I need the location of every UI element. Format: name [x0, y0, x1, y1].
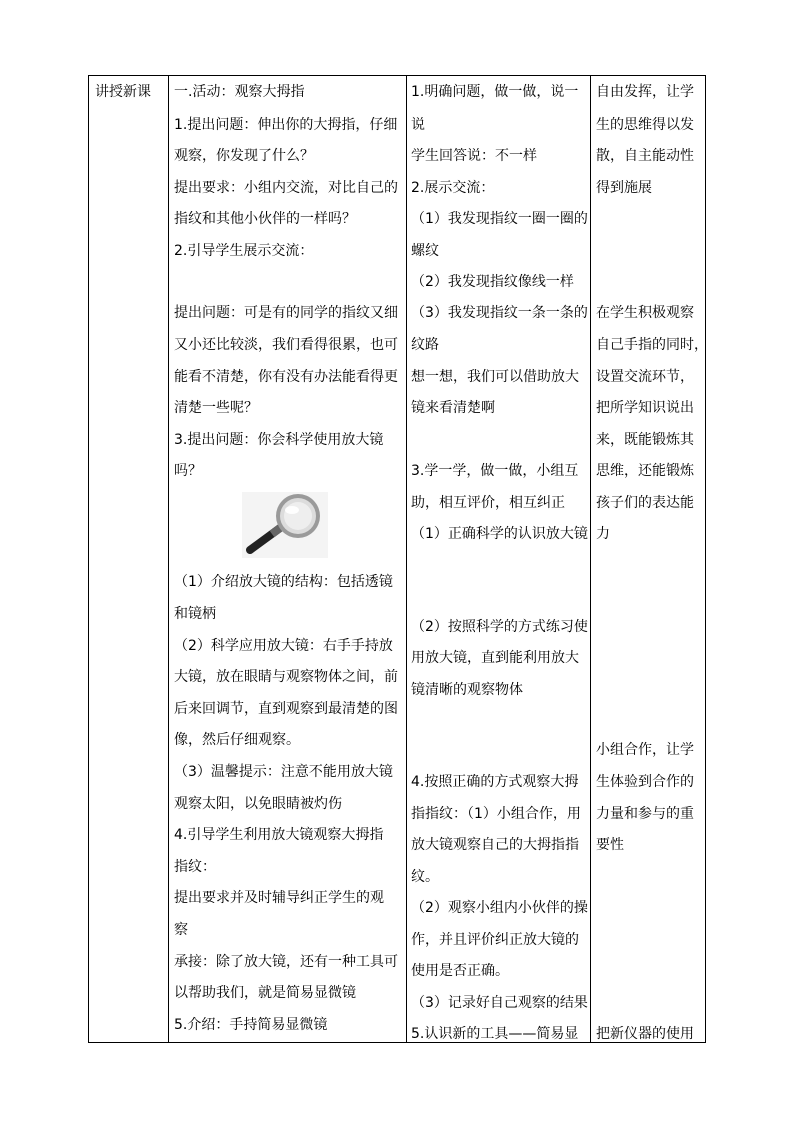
text-line: 提出要求：小组内交流，对比自己的 [174, 180, 398, 196]
magnifying-glass-image [242, 492, 328, 558]
text-line: 说 [411, 117, 425, 133]
text-line: 一.活动：观察大拇指 [174, 84, 305, 100]
text-line: （3）温馨提示：注意不能用放大镜 [174, 764, 393, 780]
stage-label: 讲授新课 [95, 84, 151, 100]
text-line: 2.引导学生展示交流： [174, 243, 314, 259]
text-line: （3）我发现指纹一条一条的 [411, 305, 588, 321]
text-line: 察 [174, 922, 188, 938]
text-line: 自己手指的同时， [596, 337, 708, 353]
text-line: 大镜，放在眼睛与观察物体之间，前 [174, 669, 398, 685]
text-line: 助，相互评价，相互纠正 [411, 495, 565, 511]
text-line: 承接：除了放大镜，还有一种工具可 [174, 954, 398, 970]
text-line: 1.提出问题：伸出你的大拇指，仔细 [174, 117, 398, 133]
text-line: 吗？ [174, 463, 202, 479]
text-line: 得到施展 [596, 180, 652, 196]
text-line: （1）正确科学的认识放大镜 [411, 526, 588, 542]
text-line: 5.认识新的工具——简易显 [411, 1026, 579, 1042]
text-line: 观察，你发现了什么？ [174, 148, 314, 164]
text-line: 提出问题：可是有的同学的指纹又细 [174, 305, 398, 321]
text-line: 纹路 [411, 337, 439, 353]
text-line: 提出要求并及时辅导纠正学生的观 [174, 890, 384, 906]
text-line: 3.提出问题：你会科学使用放大镜 [174, 432, 384, 448]
lesson-table [88, 75, 706, 1043]
text-line: 像，然后仔细观察。 [174, 732, 300, 748]
text-line: 小组合作，让学 [596, 742, 694, 758]
text-line: （1）介绍放大镜的结构：包括透镜 [174, 574, 393, 590]
text-line: 后来回调节，直到观察到最清楚的图 [174, 701, 398, 717]
text-line: 力量和参与的重 [596, 806, 694, 822]
text-line: 镜来看清楚啊 [411, 400, 495, 416]
text-line: 指纹和其他小伙伴的一样吗？ [174, 211, 356, 227]
text-line: 生体验到合作的 [596, 774, 694, 790]
column-divider [168, 76, 169, 1042]
text-line: 能看不清楚，你有没有办法能看得更 [174, 369, 398, 385]
text-line: 要性 [596, 837, 624, 853]
text-line: （3）记录好自己观察的结果 [411, 995, 588, 1011]
text-line: 散，自主能动性 [596, 148, 694, 164]
text-line: 以帮助我们，就是简易显微镜 [174, 985, 356, 1001]
text-line: 力 [596, 526, 610, 542]
text-line: 5.介绍：手持简易显微镜 [174, 1017, 328, 1033]
text-line: 3.学一学，做一做，小组互 [411, 463, 579, 479]
column-divider [590, 76, 591, 1042]
text-line: 把新仪器的使用 [596, 1026, 694, 1042]
text-line: 在学生积极观察 [596, 305, 694, 321]
text-line: 来，既能锻炼其 [596, 432, 694, 448]
text-line: 指指纹：（1）小组合作，用 [411, 806, 581, 822]
text-line: 作，并且评价纠正放大镜的 [411, 932, 579, 948]
text-line: 观察太阳，以免眼睛被灼伤 [174, 796, 342, 812]
text-line: 4.按照正确的方式观察大拇 [411, 774, 579, 790]
text-line: 学生回答说：不一样 [411, 148, 537, 164]
text-line: 和镜柄 [174, 606, 216, 622]
text-line: 螺纹 [411, 243, 439, 259]
text-line: 生的思维得以发 [596, 117, 694, 133]
text-line: 思维，还能锻炼 [596, 463, 694, 479]
text-line: 放大镜观察自己的大拇指指 [411, 837, 579, 853]
text-line: （2）我发现指纹像线一样 [411, 274, 574, 290]
text-line: 清楚一些呢？ [174, 400, 258, 416]
text-line: 想一想，我们可以借助放大 [411, 369, 579, 385]
text-line: 把所学知识说出 [596, 400, 694, 416]
text-line: （2）按照科学的方式练习使 [411, 619, 588, 635]
text-line: 用放大镜，直到能利用放大 [411, 650, 579, 666]
text-line: 指纹： [174, 859, 216, 875]
column-divider [406, 76, 407, 1042]
text-line: 1.明确问题，做一做，说一 [411, 84, 579, 100]
text-line: 使用是否正确。 [411, 963, 509, 979]
text-line: （1）我发现指纹一圈一圈的 [411, 211, 588, 227]
text-line: 设置交流环节， [596, 369, 694, 385]
text-line: （2）科学应用放大镜：右手手持放 [174, 638, 393, 654]
text-line: （2）观察小组内小伙伴的操 [411, 900, 588, 916]
text-line: 2.展示交流： [411, 180, 495, 196]
text-line: 纹。 [411, 869, 439, 885]
text-line: 4.引导学生利用放大镜观察大拇指 [174, 827, 384, 843]
text-line: 孩子们的表达能 [596, 495, 694, 511]
text-line: 镜清晰的观察物体 [411, 682, 523, 698]
text-line: 又小还比较淡，我们看得很累，也可 [174, 337, 398, 353]
text-line: 自由发挥，让学 [596, 84, 694, 100]
